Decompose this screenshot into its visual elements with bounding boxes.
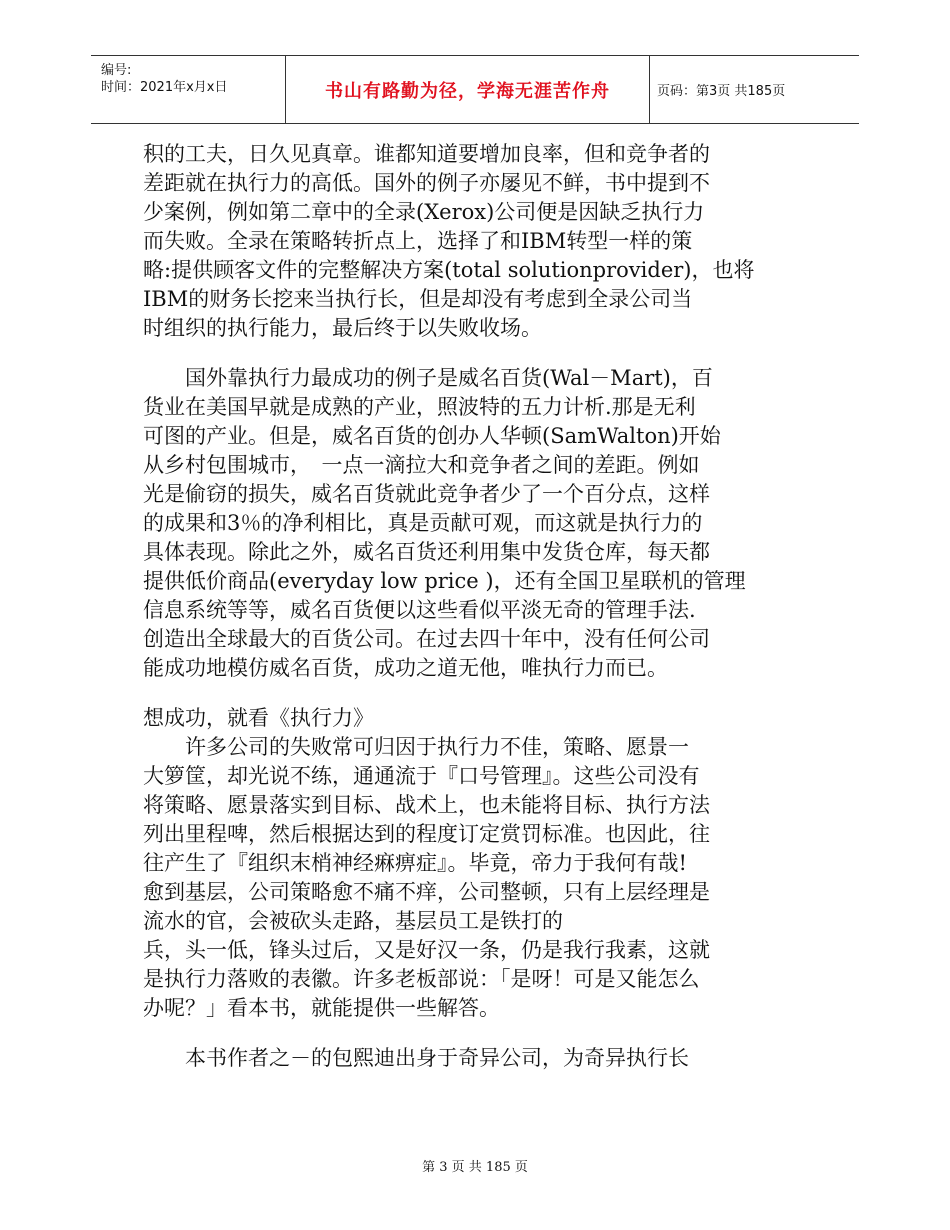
text-line: 往产生了『组织末梢神经痳痹症』。毕竟，帝力于我何有哉! — [143, 851, 687, 875]
text-line: 想成功，就看《执行力》 — [143, 706, 374, 730]
text-line: 流水的官，会被砍头走路，基层员工是铁打的 — [143, 909, 563, 933]
document-time-label: 时间：2021年x月x日 — [101, 80, 228, 95]
text-line: 少案例，例如第二章中的全录(Xerox)公司便是因缺乏执行力 — [143, 200, 705, 224]
text-line: 可图的产业。但是，威名百货的创办人华顿(SamWalton)开始 — [143, 424, 721, 448]
text-line: 货业在美国早就是成熟的产业，照波特的五力计析.那是无利 — [143, 395, 696, 419]
header-page-info: 页码：第3页 共185页 — [657, 84, 786, 99]
page-footer: 第 3 页 共 185 页 — [422, 1160, 528, 1175]
text-line: 能成功地模仿威名百货，成功之道无他，唯执行力而已。 — [143, 656, 668, 680]
document-number-label: 编号: — [101, 63, 132, 78]
text-line: 从乡村包围城巿， 一点一滴拉大和竞争者之间的差距。例如 — [143, 453, 700, 477]
text-line: 时组织的执行能力，最后终于以失败收场。 — [143, 316, 542, 340]
text-line: 的成果和3％的净利相比，真是贡献可观，而这就是执行力的 — [143, 511, 703, 535]
text-line: 提供低价商品(everyday low price )，还有全国卫星联机的管理 — [143, 569, 746, 593]
text-line: 办呢？」看本书，就能提供一些解答。 — [143, 996, 500, 1020]
page-header — [91, 55, 859, 124]
text-line: 愈到基层，公司策略愈不痛不痒，公司整顿，只有上层经理是 — [143, 880, 710, 904]
text-line: 许多公司的失败常可归因于执行力不佳，策略、愿景一 — [143, 735, 689, 759]
header-divider — [649, 56, 650, 123]
text-line: 将策略、愿景落实到目标、战术上，也未能将目标、执行方法 — [143, 793, 710, 817]
text-line: 而失败。全录在策略转折点上，选择了和IBM转型一样的策 — [143, 229, 693, 253]
text-line: 略:提供顾客文件的完整解决方案(total solutionprovider)，也将 — [143, 258, 755, 282]
text-line: 列出里程啤，然后根据达到的程度订定赏罚标准。也因此，往 — [143, 822, 710, 846]
text-line: 积的工夫，日久见真章。谁都知道要增加良率，但和竞争者的 — [143, 142, 710, 166]
text-line: 是执行力落败的表徽。许多老板部说：「是呀！可是又能怎么 — [143, 967, 700, 991]
text-line: IBM的财务长挖来当执行长，但是却没有考虑到全录公司当 — [143, 287, 693, 311]
header-motto: 书山有路勤为径，学海无涯苦作舟 — [325, 80, 610, 102]
paragraph-gap — [143, 683, 823, 704]
text-line: 具体表现。除此之外，威名百货还利用集中发货仓库，每天都 — [143, 540, 710, 564]
text-line: 兵，头一低，锋头过后，又是好汉一条，仍是我行我素，这就 — [143, 938, 710, 962]
text-line: 光是偷窃的损失，威名百货就此竞争者少了一个百分点，这样 — [143, 482, 710, 506]
paragraph-gap — [143, 1023, 823, 1044]
text-line: 大箩筐，却光说不练，通通流于『口号管理』。这些公司没有 — [143, 764, 700, 788]
header-meta — [101, 62, 227, 96]
text-line: 创造出全球最大的百货公司。在过去四十年中，没有任何公司 — [143, 627, 710, 651]
text-line: 国外靠执行力最成功的例子是威名百货(Wal－Mart)，百 — [143, 366, 713, 390]
document-body — [143, 140, 823, 1073]
text-line: 差距就在执行力的高低。国外的例子亦屡见不鲜，书中提到不 — [143, 171, 710, 195]
text-line: 信息系统等等，威名百货便以这些看似平淡无奇的管理手法. — [143, 598, 696, 622]
paragraph-gap — [143, 343, 823, 364]
text-line: 本书作者之－的包熙迪出身于奇异公司，为奇异执行长 — [143, 1046, 689, 1070]
